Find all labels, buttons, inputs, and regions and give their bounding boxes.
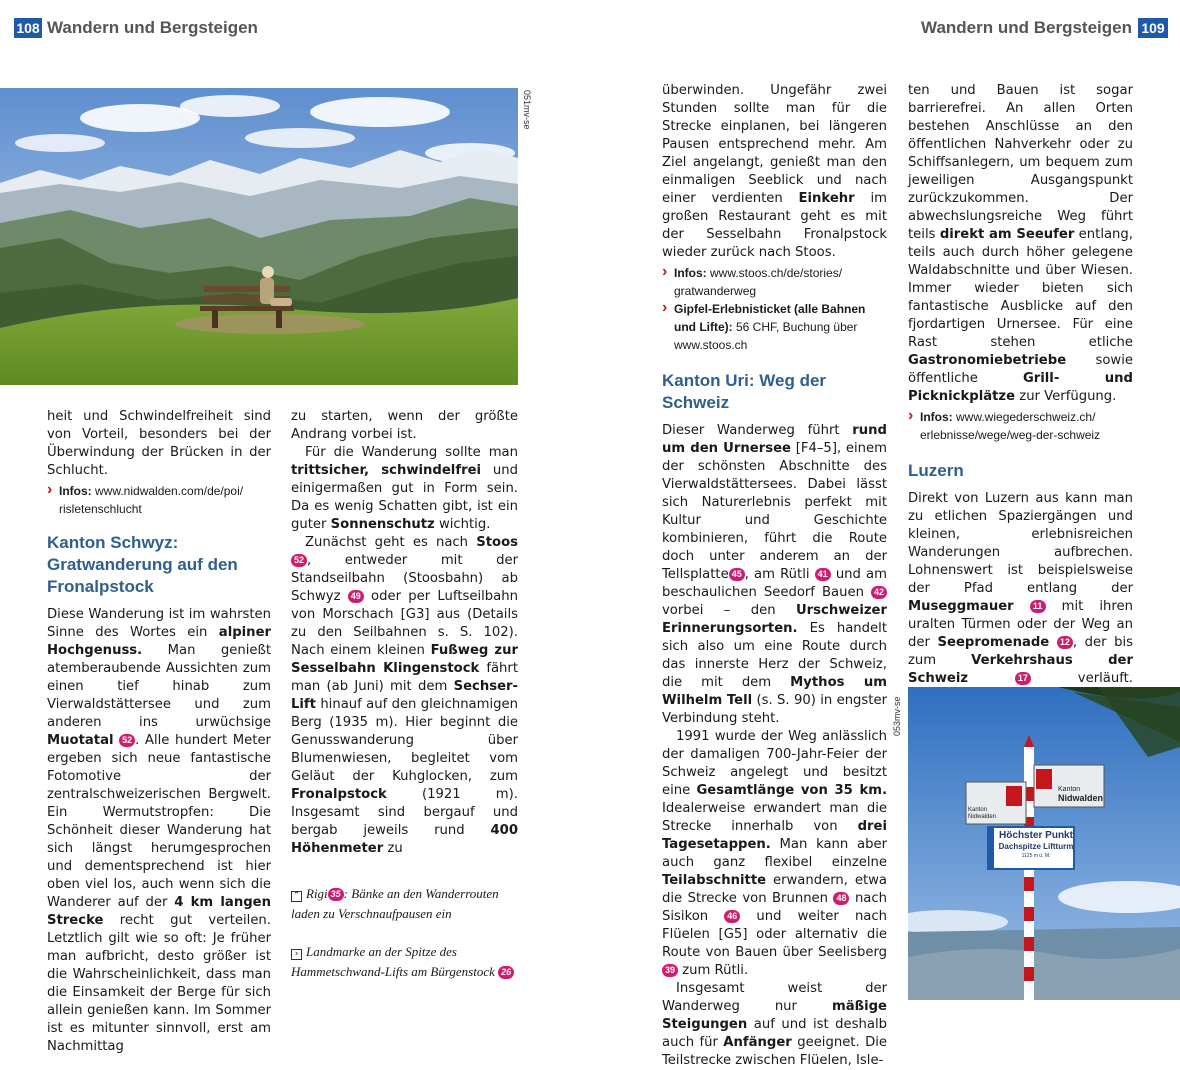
info-text: 56 CHF, Buchung über www.stoos.ch [674, 320, 858, 352]
caption-up-icon: ⌃ [292, 891, 301, 901]
paragraph-route: Zunächst geht es nach Stoos 52 , entweder mit der Standseilbahn (Stoosbahn) ab Schwyz 49 oder per Luftseilbahn von Morschach [G3] aus (Details zu den Seilbahnen s. S. 102). Nach einem kleinen Fußweg zur Sesselbahn Klingenstock fährt man (ab Juni) mit dem Sechser-Lift hinauf auf den gleichnamigen Berg (1935 m). Hier beginnt die Genusswanderung über Blumenwiesen, begleitet vom Geläut der Kuhglocken, zum Fronalpstock (1921 m). Insgesamt sind bergauf und bergab jeweils rund 400 Höhenmeter zu [291, 535, 519, 856]
paragraph-fronalpstock: Diese Wanderung ist im wahrsten Sinne des Wortes ein alpiner Hochgenuss. Man genießt atemberaubende Aussichten zum einen tief hinab zum Vierwaldstättersee und zum anderen ins urwüchsige Muotatal 52 . Alle hundert Meter ergeben sich neue fantastische Fotomotive der zentralschweizerischen Bergwelt. Ein Wermutstropfen: Die Schönheit dieser Wanderung hat sich längst herumgesprochen und dementsprechend ist hier oben viel los, auch wenn sich die Wanderer auf der 4 km langen Strecke recht gut verteilen. Letztlich gilt wie so oft: Je früher man aufbricht, desto größer ist die Wahrscheinlichkeit, dass man die Einsamkeit der Berge für sich allein genießen kann. Im Sommer ist es mitunter sinnvoll, erst am Nachmittag [47, 607, 272, 1054]
info-line [662, 264, 887, 300]
photo-signpost [908, 687, 1180, 1000]
paragraph-difficulty: Insgesamt weist der Wanderweg nur mäßige Steigungen auf und ist deshalb auch für Anfänger geeignet. Die Teilstrecke zwischen Flüelen, Isle- [662, 981, 887, 1068]
map-marker-badge: 17 [1015, 672, 1031, 685]
sign-label-left: Kanton Nidwalden [968, 807, 997, 820]
caption-right-icon: › [291, 949, 302, 960]
page-number-left: 108 [14, 18, 42, 38]
info-label: Infos: [59, 484, 92, 498]
info-line [662, 300, 887, 354]
map-marker-badge: 26 [498, 966, 514, 979]
map-marker-badge: 52 [119, 734, 135, 747]
photo-caption-rigi: ⌃ Rigi 35 : Bänke an den Wanderrouten laden zu Verschnaufpausen ein [291, 886, 499, 921]
section-heading-fronalpstock: Kanton Schwyz: Gratwanderung auf den Fronalpstock [47, 533, 238, 596]
map-marker-badge: 11 [1030, 600, 1046, 613]
map-marker-badge: 48 [833, 892, 849, 905]
info-url: www.stoos.ch/de/stories/ gratwanderweg [674, 266, 843, 298]
paragraph-requirements: Für die Wanderung sollte man trittsicher, schwindelfrei und einigermaßen gut in Form sein. Da es wenig Schatten gibt, ist ein guter Sonnenschutz wichtig. [291, 445, 518, 532]
info-url: www.nidwalden.com/de/poi/ risletenschlucht [59, 484, 244, 516]
map-marker-badge: 52 [291, 554, 307, 567]
section-heading-uri: Kanton Uri: Weg der Schweiz [662, 371, 827, 412]
map-marker-badge: 12 [1057, 636, 1073, 649]
sign-label-bottom: Höchster Punkt Dachspitze Liftturm 1125 m ü. M. [998, 830, 1074, 859]
paragraph-history: 1991 wurde der Weg anlässlich der damaligen 700-Jahr-Feier der Schweiz angelegt und besitzt eine Gesamtlänge von 35 km. Idealerweise erwandert man die Strecke innerhalb von drei Tagesetappen. Man kann aber auch ganz flexibel einzelne Teilabschnitte erwandern, etwa die Strecke von Brunnen 48 nach Sisikon 46 und weiter nach Flüelen [G5] oder alternativ die Route von Bauen über Seelisberg 39 zum Rütli. [662, 729, 887, 978]
map-marker-badge: 39 [662, 964, 678, 977]
map-marker-badge: 49 [348, 590, 364, 603]
photo-credit-right: 053mv-se [892, 696, 902, 736]
info-label: Infos: [674, 266, 707, 280]
landscape-illustration [0, 88, 518, 385]
map-marker-badge: 45 [729, 568, 745, 581]
section-heading-luzern: Luzern [908, 461, 964, 480]
map-marker-badge: 42 [871, 586, 887, 599]
sign-label-top: Kanton Nidwalden [1058, 786, 1104, 803]
photo-credit-left: 051mv-se [522, 90, 532, 130]
text-column-3 [662, 82, 887, 1070]
text-column-1 [47, 408, 271, 1056]
map-marker-badge: 46 [724, 910, 740, 923]
paragraph-urnersee: Dieser Wanderweg führt rund um den Urnersee [F4–5], einem der schönsten Abschnitte des Vierwaldstättersees. Dabei lässt sich Naturerlebnis perfekt mit Kultur und Geschichte kombinieren, führt die Route doch unter anderem an der Tellsplatte 45 , am Rütli 41 und am beschaulichen Seedorf Bauen 42 vorbei – den Urschweizer Erinnerungsorten. Es handelt sich also um eine Route durch das innerste Herz der Schweiz, die mit dem Mythos um Wilhelm Tell (s. S. 90) in engster Verbindung steht. [662, 423, 887, 726]
photo-rigi-bench [0, 88, 518, 385]
paragraph-intro: heit und Schwindelfreiheit sind von Vorteil, besonders bei der Überwindung der Brücken in der Schlucht. [47, 409, 271, 478]
map-marker-badge: 35 [328, 888, 344, 901]
info-line [908, 408, 1133, 444]
running-header-left: Wandern und Bergsteigen [47, 18, 258, 37]
info-label: Gipfel-Erlebnisticket (alle Bahnen und Lifte): [674, 302, 866, 334]
paragraph-start: zu starten, wenn der größte Andrang vorbei ist. [291, 409, 518, 442]
text-column-2 [291, 408, 518, 982]
info-url: www.wiegederschweiz.ch/ erlebnisse/wege/weg-der-schweiz [920, 410, 1101, 442]
paragraph-return: überwinden. Ungefähr zwei Stunden sollte man für die Strecke einplanen, bei längeren Pausen entsprechend mehr. Am Ziel angelangt, genießt man den einmaligen Seeblick und nach einer verdienten Einkehr im großen Restaurant geht es mit der Sesselbahn Fronalpstock wieder zurück nach Stoos. [662, 83, 887, 260]
info-label: Infos: [920, 410, 953, 424]
running-header-right: Wandern und Bergsteigen [921, 18, 1132, 37]
text-column-4 [908, 82, 1133, 778]
paragraph-accessibility: ten und Bauen ist sogar barrierefrei. An allen Orten bestehen Anschlüsse an den öffentlichen Nahverkehr oder zu Schiffsanlegern, um bequem zum jeweiligen Ausgangspunkt zurückzukommen. Der abwechslungsreiche Weg führt teils direkt am Seeufer entlang, teils auch durch höher gelegene Waldabschnitte und über Wiesen. Immer wieder bieten sich fantastische Ausblicke auf den fjordartigen Urnersee. Für eine Rast stehen etliche Gastronomiebetriebe sowie öffentliche Grill- und Picknickplätze zur Verfügung. [908, 83, 1133, 404]
info-line [47, 482, 271, 518]
map-marker-badge: 41 [815, 568, 831, 581]
paragraph-luzern: Direkt von Luzern aus kann man zu etlichen Spaziergängen und kleinen, erlebnisreichen Wanderungen aufbrechen. Lohnenswert ist beispielsweise der Pfad entlang der Museggmauer 11 mit ihren uralten Türmen oder der Weg an der Seepromenade 12 , der bis zum Verkehrshaus der Schweiz 17 verläuft. [908, 490, 1133, 778]
photo-caption-buergenstock: › Landmarke an der Spitze des Hammetschwand-Lifts am Bürgenstock 26 [291, 942, 518, 982]
page-number-right: 109 [1138, 18, 1168, 38]
